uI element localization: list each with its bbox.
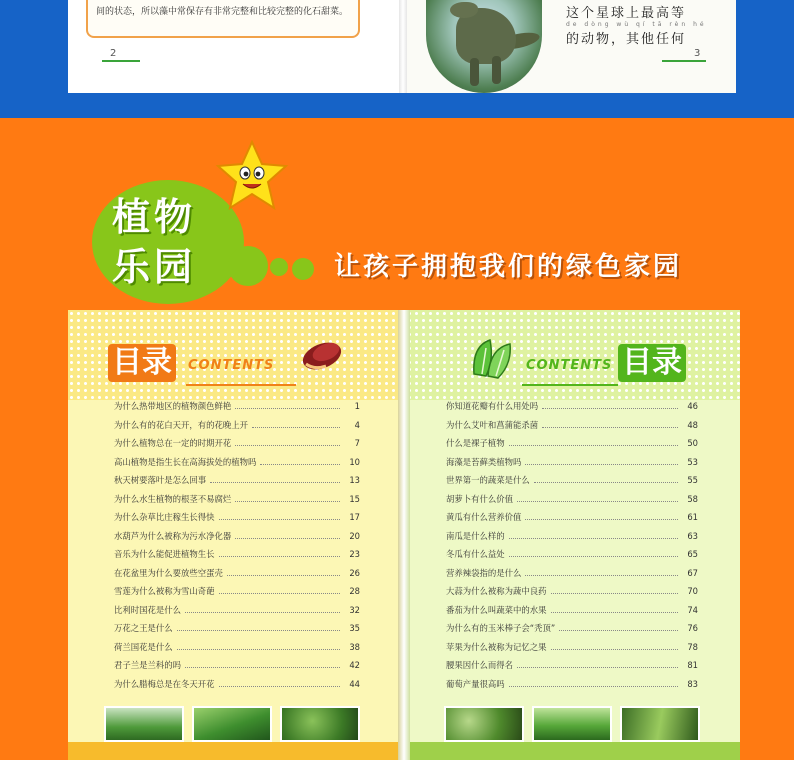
toc-entry[interactable] (446, 567, 698, 586)
toc-entry-page: 50 (687, 438, 698, 448)
contents-book (68, 310, 740, 760)
toc-entry-title: 营养辣袋指的是什么 (446, 567, 522, 578)
dinosaur-leg (492, 56, 501, 84)
toc-entry-title: 为什么有的玉米棒子会“秃顶” (446, 623, 556, 633)
toc-leader-dots (210, 477, 340, 483)
toc-entry-title: 为什么植物总在一定的时期开花 (114, 438, 232, 448)
toc-entry-title: 为什么热带地区的植物颜色鲜艳 (114, 401, 232, 411)
bottom-bar-left (68, 742, 402, 760)
toc-entry-page: 48 (687, 419, 698, 430)
toc-leader-dots (534, 477, 678, 483)
contents-heading: 目录 (108, 344, 176, 382)
contents-heading: 目录 (618, 344, 686, 382)
toc-entry[interactable] (446, 548, 698, 567)
toc-entry-page: 61 (687, 512, 698, 522)
toc-leader-dots (551, 644, 679, 650)
toc-entry-title: 为什么水生植物的根茎不易腐烂 (114, 493, 232, 504)
toc-entry[interactable] (114, 659, 360, 678)
toc-entry-title: 葡萄产量很高吗 (446, 678, 505, 689)
right-page-number: 3 (694, 48, 701, 59)
toc-entry-page: 63 (687, 530, 698, 541)
toc-entry-title: 腰果因什么而得名 (446, 660, 513, 670)
toc-entry-page: 17 (349, 512, 360, 522)
toc-entry-page: 58 (687, 493, 698, 504)
top-left-page (68, 0, 402, 93)
toc-entry-title: 黄瓜有什么营养价值 (446, 512, 522, 522)
toc-leader-dots (227, 570, 340, 576)
toc-entry[interactable] (446, 641, 698, 660)
toc-entry[interactable] (114, 567, 360, 586)
heading-rule (186, 384, 296, 386)
contents-list-left (114, 400, 360, 696)
toc-entry[interactable] (446, 530, 698, 549)
toc-entry-page: 81 (687, 660, 698, 670)
toc-entry[interactable] (114, 437, 360, 456)
right-page-rule (662, 60, 706, 62)
heading-rule (522, 384, 618, 386)
right-page-text (566, 2, 726, 47)
green-dot-small (292, 258, 314, 280)
green-dot-large (228, 246, 268, 286)
toc-entry-page: 13 (349, 475, 360, 485)
toc-leader-dots (525, 514, 678, 520)
toc-entry[interactable] (446, 456, 698, 475)
toc-entry-page: 23 (349, 549, 360, 559)
toc-entry-title: 水葫芦为什么被称为污水净化器 (114, 530, 232, 541)
toc-leader-dots (219, 551, 341, 557)
toc-leader-dots (177, 625, 340, 631)
toc-entry[interactable] (446, 659, 698, 678)
scallion-photo (532, 706, 612, 742)
toc-entry[interactable] (114, 419, 360, 438)
toc-leader-dots (542, 422, 678, 428)
toc-entry[interactable] (446, 678, 698, 697)
toc-entry-page: 28 (349, 586, 360, 596)
stalk-photo (620, 706, 700, 742)
toc-leader-dots (177, 644, 340, 650)
toc-entry[interactable] (446, 474, 698, 493)
toc-entry-title: 番茄为什么叫蔬菜中的水果 (446, 604, 547, 615)
contents-left-page (68, 310, 402, 760)
photo-strip-left (104, 706, 360, 742)
toc-leader-dots (559, 625, 678, 631)
dinosaur-head (450, 2, 478, 18)
note-text: 间的状态，所以藻中常保存有非常完整和比较完整的化石甜菜。 (96, 7, 349, 17)
left-page-rule (102, 60, 140, 62)
toc-leader-dots (509, 440, 678, 446)
toc-entry[interactable] (446, 585, 698, 604)
toc-leader-dots (219, 681, 341, 687)
toc-entry-title: 在花盆里为什么要放些空蛋壳 (114, 567, 223, 578)
toc-entry-title: 为什么艾叶和菖蒲能杀菌 (446, 419, 539, 430)
toc-entry-page: 55 (687, 475, 698, 485)
contents-word: CONTENTS (188, 358, 275, 373)
toc-entry[interactable] (446, 604, 698, 623)
title-line1: 植物 (112, 195, 197, 239)
toc-leader-dots (509, 551, 678, 557)
toc-entry-page: 1 (354, 401, 360, 411)
toc-leader-dots (235, 403, 340, 409)
toc-entry[interactable] (446, 493, 698, 512)
toc-entry-page: 44 (349, 678, 360, 689)
toc-entry-page: 32 (349, 604, 360, 615)
toc-entry-page: 42 (349, 660, 360, 670)
toc-leader-dots (219, 588, 341, 594)
toc-entry-title: 南瓜是什么样的 (446, 530, 505, 541)
toc-entry[interactable] (114, 678, 360, 697)
toc-entry-page: 70 (687, 586, 698, 596)
right-text-line2: 的动物，其他任何 (566, 32, 687, 47)
title-line2: 乐园 (112, 245, 197, 289)
toc-entry-title: 为什么有的花白天开，有的花晚上开 (114, 419, 248, 430)
toc-entry-page: 78 (687, 641, 698, 652)
toc-entry[interactable] (446, 400, 698, 419)
toc-entry-page: 10 (349, 456, 360, 467)
toc-entry-title: 大蒜为什么被称为蔬中良药 (446, 586, 547, 596)
toc-entry-page: 74 (687, 604, 698, 615)
toc-leader-dots (235, 533, 340, 539)
toc-entry-title: 秋天树要落叶是怎么回事 (114, 475, 207, 485)
toc-entry[interactable] (114, 400, 360, 419)
toc-entry-title: 为什么腊梅总是在冬天开花 (114, 678, 215, 689)
toc-leader-dots (525, 459, 678, 465)
toc-entry[interactable] (114, 474, 360, 493)
contents-list-right (446, 400, 698, 696)
toc-entry[interactable] (114, 530, 360, 549)
toc-entry-page: 20 (349, 530, 360, 541)
toc-entry-page: 65 (687, 549, 698, 559)
toc-entry-title: 高山植物是指生长在高海拔处的植物吗 (114, 456, 257, 467)
leaf-photo (280, 706, 360, 742)
bottom-bar-right (406, 742, 740, 760)
toc-entry-page: 67 (687, 567, 698, 578)
toc-leader-dots (235, 496, 340, 502)
toc-entry-page: 15 (349, 493, 360, 504)
toc-entry-title: 世界第一的蔬菜是什么 (446, 475, 530, 485)
toc-leader-dots (235, 440, 340, 446)
toc-leader-dots (517, 662, 678, 668)
toc-entry[interactable] (446, 437, 698, 456)
toc-entry-title: 苹果为什么被称为记忆之果 (446, 641, 547, 652)
toc-entry-page: 38 (349, 641, 360, 652)
sweet-potato-icon (300, 334, 346, 374)
toc-entry-title: 万花之王是什么 (114, 623, 173, 633)
toc-entry-page: 35 (349, 623, 360, 633)
toc-entry[interactable] (114, 511, 360, 530)
toc-entry[interactable] (114, 456, 360, 475)
toc-entry-page: 26 (349, 567, 360, 578)
toc-entry-title: 胡萝卜有什么价值 (446, 493, 513, 504)
toc-entry-title: 冬瓜有什么益处 (446, 549, 505, 559)
contents-word: CONTENTS (526, 358, 613, 373)
toc-entry-title: 海藻是苔藓类植物吗 (446, 456, 522, 467)
toc-entry[interactable] (114, 641, 360, 660)
toc-leader-dots (509, 681, 678, 687)
toc-leader-dots (260, 459, 340, 465)
toc-entry[interactable] (114, 585, 360, 604)
toc-entry-page: 76 (687, 623, 698, 633)
toc-entry-title: 音乐为什么能促进植物生长 (114, 549, 215, 559)
right-pinyin-line2: de dòng wù qí tā rèn hé (566, 21, 707, 28)
toc-entry-title: 什么是裸子植物 (446, 438, 505, 448)
dotted-header-band (406, 310, 740, 400)
toc-entry[interactable] (114, 622, 360, 641)
book-spine (398, 310, 410, 760)
toc-entry[interactable] (114, 604, 360, 623)
melon-photo (444, 706, 524, 742)
top-book-spread (68, 0, 736, 93)
toc-entry[interactable] (114, 548, 360, 567)
toc-entry[interactable] (446, 419, 698, 438)
green-vegetable-icon (468, 334, 516, 382)
toc-entry-title: 君子兰是兰科的吗 (114, 660, 181, 670)
toc-entry-page: 4 (354, 419, 360, 430)
toc-leader-dots (542, 403, 678, 409)
toc-entry-page: 7 (354, 438, 360, 448)
top-band (0, 0, 794, 118)
photo-strip-right (444, 706, 700, 742)
grass-photo (192, 706, 272, 742)
toc-leader-dots (185, 662, 340, 668)
toc-entry-title: 为什么杂草比庄稼生长得快 (114, 512, 215, 522)
toc-entry[interactable] (114, 493, 360, 512)
dinosaur-leg (470, 58, 479, 86)
right-text-line1: 这个星球上最高等 (566, 6, 687, 21)
toc-leader-dots (252, 422, 340, 428)
toc-entry[interactable] (446, 511, 698, 530)
left-page-number: 2 (110, 48, 117, 59)
contents-right-page (406, 310, 740, 760)
toc-leader-dots (185, 607, 340, 613)
toc-entry-title: 雪莲为什么被称为雪山奇葩 (114, 586, 215, 596)
toc-leader-dots (509, 533, 678, 539)
slogan: 让孩子拥抱我们的绿色家园 (334, 252, 683, 282)
toc-leader-dots (517, 496, 678, 502)
toc-entry-title: 荷兰国花是什么 (114, 641, 173, 652)
note-box (86, 0, 360, 38)
toc-entry-page: 83 (687, 678, 698, 689)
toc-leader-dots (551, 588, 679, 594)
toc-entry-title: 比利时国花是什么 (114, 604, 181, 615)
bamboo-photo (104, 706, 184, 742)
toc-entry-page: 53 (687, 456, 698, 467)
toc-leader-dots (219, 514, 341, 520)
toc-entry-title: 你知道花瓣有什么用处吗 (446, 401, 539, 411)
toc-entry[interactable] (446, 622, 698, 641)
top-spine (399, 0, 407, 93)
green-dot-medium (270, 258, 288, 276)
star-mascot-icon (214, 140, 290, 212)
toc-entry-page: 46 (687, 401, 698, 411)
toc-leader-dots (551, 607, 679, 613)
toc-leader-dots (525, 570, 678, 576)
